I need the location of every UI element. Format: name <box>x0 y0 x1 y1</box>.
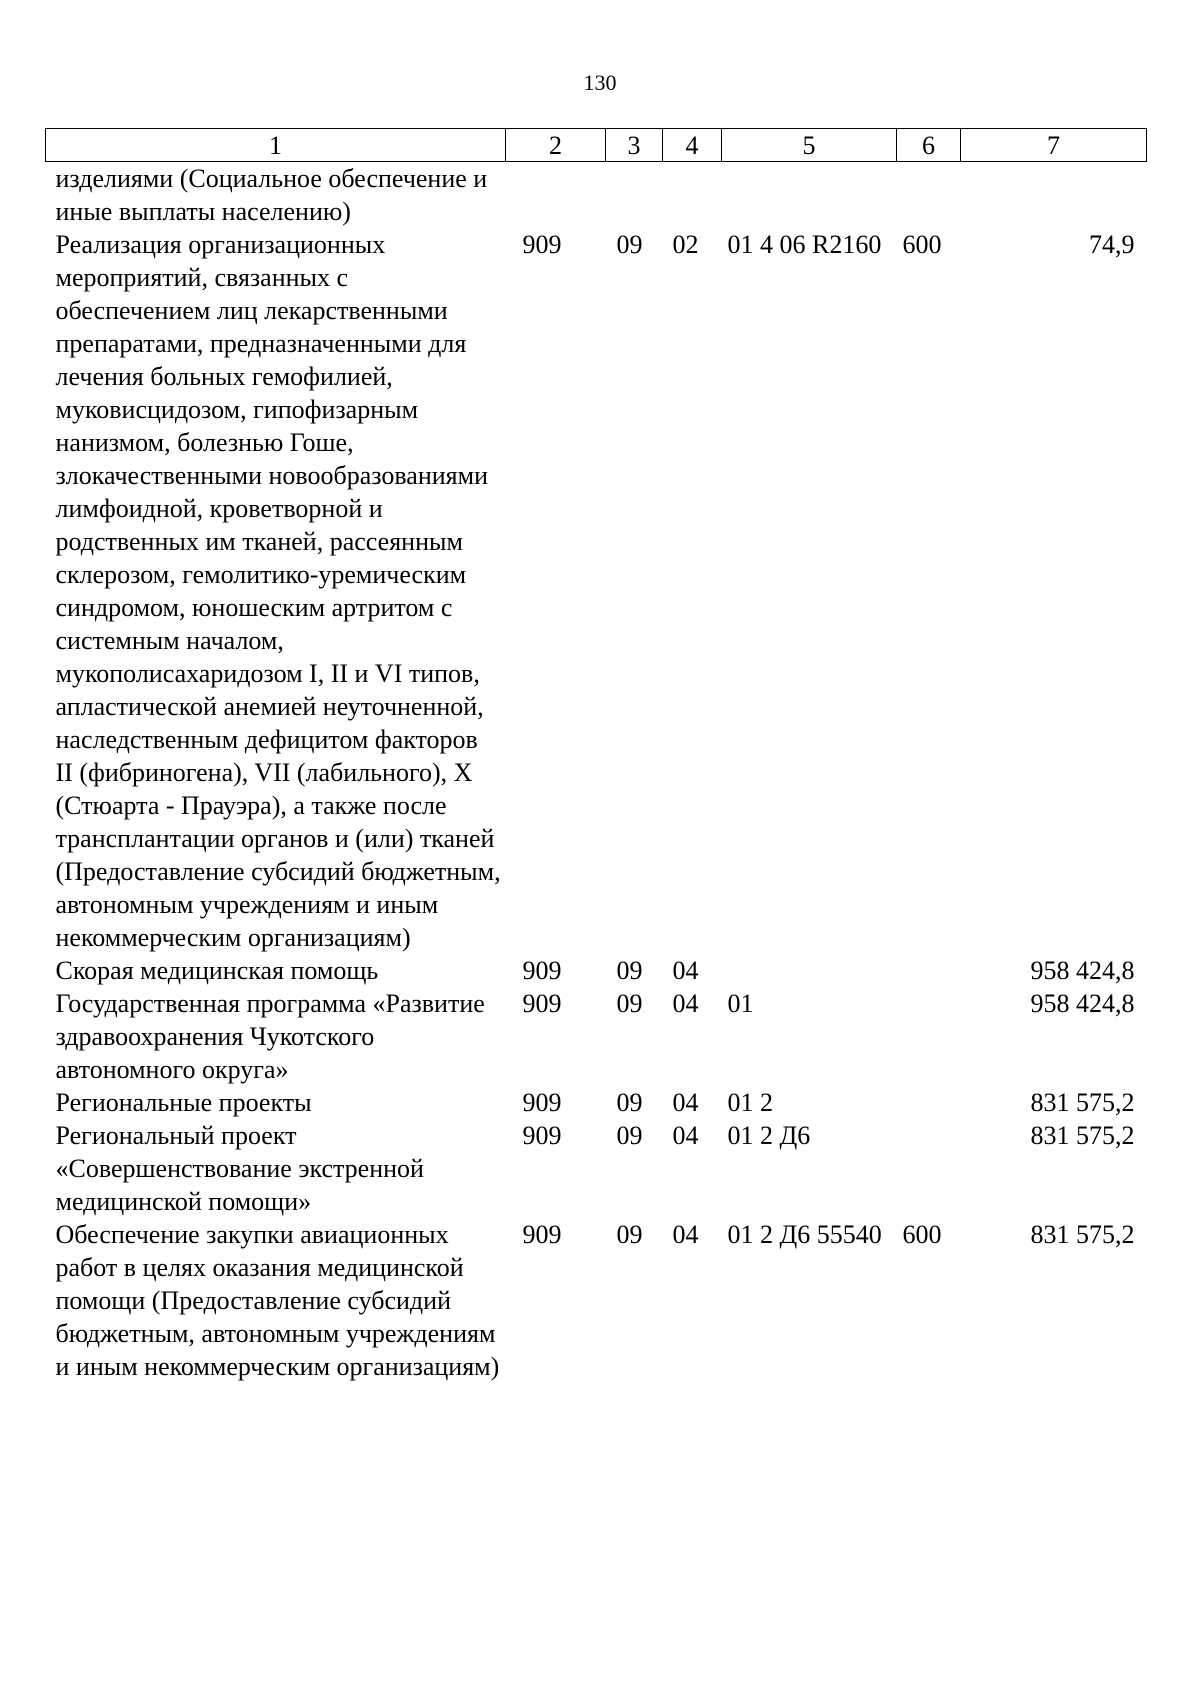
table-row <box>46 987 1147 1086</box>
row-csr-code <box>722 162 897 229</box>
row-vr-code <box>897 162 961 229</box>
row-amount: 958 424,8 <box>1030 989 1135 1018</box>
table-row <box>46 954 1147 987</box>
row-amount: 74,9 <box>1089 230 1135 259</box>
row-rz-code <box>606 162 663 229</box>
row-vr-code: 600 <box>902 230 942 259</box>
row-rz-code: 09 <box>616 1220 643 1249</box>
row-name: Региональные проекты <box>55 1088 312 1117</box>
row-vr-code <box>897 954 961 987</box>
column-header-rz: 3 <box>606 129 663 162</box>
row-amount: 958 424,8 <box>1030 956 1135 985</box>
header-row <box>46 129 1147 162</box>
table-row <box>46 228 1147 954</box>
row-pr-code: 04 <box>672 1088 699 1117</box>
row-rz-code: 09 <box>616 230 643 259</box>
row-pr-code: 04 <box>672 989 699 1018</box>
row-vr-code: 600 <box>902 1220 942 1249</box>
row-pr-code <box>663 162 722 229</box>
row-rz-code: 09 <box>616 989 643 1018</box>
row-name: Государственная программа «Развитие здравоохранения Чукотского автономного округа» <box>55 989 485 1084</box>
row-vr-code <box>897 987 961 1086</box>
row-csr-code: 01 2 Д6 <box>727 1121 811 1150</box>
row-csr-code: 01 2 Д6 55540 <box>727 1220 882 1249</box>
table-row <box>46 162 1147 229</box>
row-pr-code: 04 <box>672 956 699 985</box>
table-header <box>46 129 1147 162</box>
row-amount: 831 575,2 <box>1030 1220 1135 1249</box>
row-amount: 831 575,2 <box>1030 1088 1135 1117</box>
column-header-csr: 5 <box>722 129 897 162</box>
page-number: 130 <box>583 70 617 95</box>
row-gr-code <box>506 162 606 229</box>
row-pr-code: 04 <box>672 1220 699 1249</box>
row-rz-code: 09 <box>616 956 643 985</box>
row-name: Реализация организационных мероприятий, связанных с обеспечением лиц лекарственными препаратами, предназначенными для лечения больных гемофилией, муковисцидозом, гипофизарным нанизмом, болезнью Гоше, злокачественными новообразованиями лимфоидной, кроветворной и родственных им тканей, рассеянным склерозом, гемолитико-уремическим синдромом, юношеским артритом с системным началом, мукополисахаридозом I, II и VI типов, апластической анемией неуточненной, наследственным дефицитом факторов II (фибриногена), VII (лабильного), X (Стюарта - Прауэра), а также после трансплантации органов и (или) тканей (Предоставление субсидий бюджетным, автономным учреждениям и иным некоммерческим организациям) <box>55 230 501 952</box>
table-row <box>46 1119 1147 1218</box>
row-amount <box>961 162 1147 229</box>
column-header-vr: 6 <box>897 129 961 162</box>
row-csr-code <box>722 954 897 987</box>
row-vr-code <box>897 1086 961 1119</box>
table-row <box>46 1218 1147 1383</box>
column-header-pr: 4 <box>663 129 722 162</box>
column-header-gr: 2 <box>506 129 606 162</box>
row-gr-code: 909 <box>522 230 562 259</box>
row-gr-code: 909 <box>522 956 562 985</box>
table-row <box>46 1086 1147 1119</box>
row-rz-code: 09 <box>616 1088 643 1117</box>
row-rz-code: 09 <box>616 1121 643 1150</box>
budget-table <box>45 128 1147 1383</box>
column-header-name: 1 <box>46 129 506 162</box>
row-name: Региональный проект «Совершенствование экстренной медицинской помощи» <box>55 1121 424 1216</box>
row-name: изделиями (Социальное обеспечение и иные выплаты населению) <box>55 164 488 226</box>
row-gr-code: 909 <box>522 1220 562 1249</box>
row-amount: 831 575,2 <box>1030 1121 1135 1150</box>
row-csr-code: 01 2 <box>727 1088 773 1117</box>
row-pr-code: 04 <box>672 1121 699 1150</box>
row-vr-code <box>897 1119 961 1218</box>
row-gr-code: 909 <box>522 1088 562 1117</box>
row-pr-code: 02 <box>672 230 699 259</box>
row-gr-code: 909 <box>522 1121 562 1150</box>
column-header-amount: 7 <box>961 129 1147 162</box>
table-body <box>46 162 1147 1384</box>
row-csr-code: 01 4 06 R2160 <box>727 230 882 259</box>
row-name: Скорая медицинская помощь <box>55 956 379 985</box>
row-name: Обеспечение закупки авиационных работ в целях оказания медицинской помощи (Предоставление субсидий бюджетным, автономным учреждениям и иным некоммерческим организациям) <box>55 1220 500 1381</box>
row-gr-code: 909 <box>522 989 562 1018</box>
row-csr-code: 01 <box>727 989 754 1018</box>
